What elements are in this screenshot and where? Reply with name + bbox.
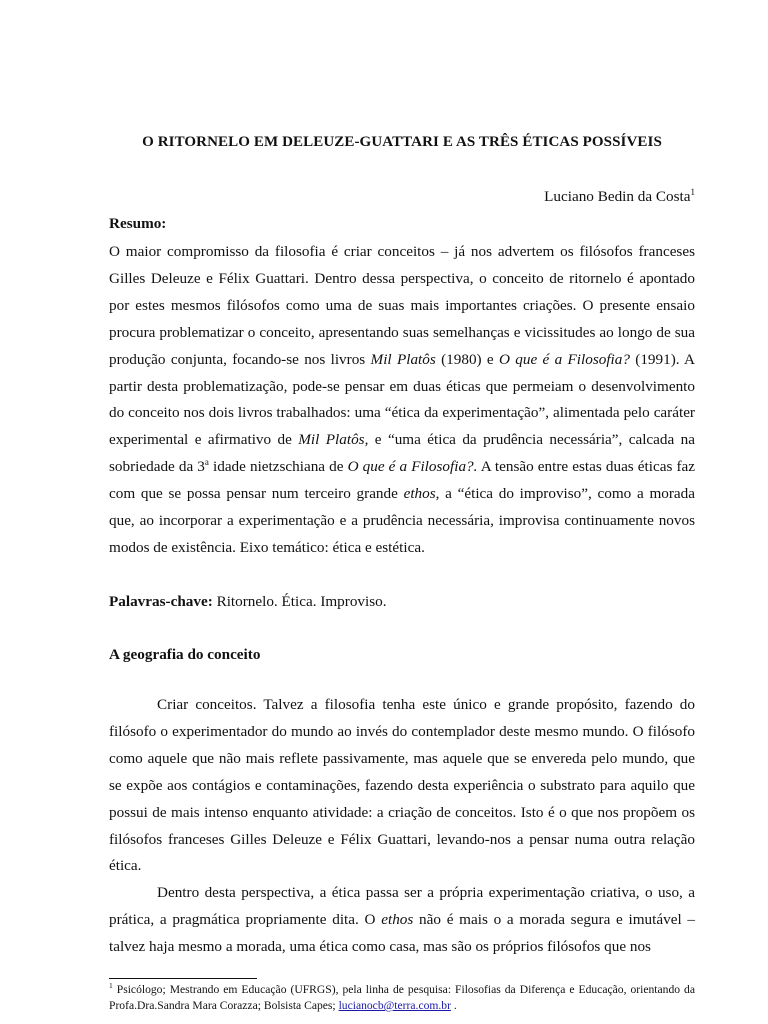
footnote-mark: 1 bbox=[109, 981, 113, 991]
footnote-divider bbox=[109, 978, 257, 979]
paper-title: O RITORNELO EM DELEUZE-GUATTARI E AS TRÊS ÉTICAS POSSÍVEIS bbox=[142, 134, 662, 150]
body-paragraph-1: Criar conceitos. Talvez a filosofia tenha este único e grande propósito, fazendo do filósofo o experimentador do mundo ao invés do contemplador deste mesmo mundo. O filósofo como aquele que não mais reflete passivamente, mas aquele que se envereda pelo mundo, que se expõe aos contágios e contaminações, fazendo desta experiência o substrato para aquilo que possui de mais intenso enquanto atividade: a criação de conceitos. Isto é o que nos propõem os filósofos franceses Gilles Deleuze e Félix Guattari, levando-nos a pensar numa outra relação ética. bbox=[109, 696, 695, 875]
footnote bbox=[109, 982, 695, 1014]
body-segment: Dentro desta perspectiva, a ética passa ser a própria experimentação criativa, o uso, a prática, a pragmática propriamente dita. O bbox=[109, 884, 695, 929]
abstract-segment: (1980) e bbox=[435, 350, 499, 368]
author-line bbox=[544, 188, 695, 206]
keywords-value: Ritornelo. Ética. Improviso. bbox=[212, 593, 387, 610]
abstract-segment: idade nietzschiana de bbox=[208, 458, 348, 476]
ethos-term: ethos bbox=[403, 485, 436, 503]
abstract-label: Resumo: bbox=[109, 215, 167, 232]
body-paragraph-2 bbox=[109, 880, 695, 961]
book-title: Mil Platôs bbox=[298, 431, 365, 449]
book-title: O que é a Filosofia?. bbox=[347, 458, 478, 476]
book-title: Mil Platôs bbox=[370, 350, 436, 368]
body-segment: não é mais o a morada segura e imutável – talvez haja mesmo a morada, uma ética como casa, mas são os próprios filósofos que nos bbox=[109, 911, 695, 956]
footnote-text: Psicólogo; Mestrando em Educação (UFRGS), pela linha de pesquisa: Filosofias da Diferença e Educação, orientando da Profa.Dra.Sandra Mara Corazza; Bolsista Capes; bbox=[109, 983, 695, 1012]
keywords-line bbox=[109, 593, 387, 611]
ordinal-mark: a bbox=[204, 457, 209, 468]
email-link[interactable]: lucianocb@terra.com.br bbox=[338, 999, 451, 1012]
abstract-segment: O maior compromisso da filosofia é criar conceitos – já nos advertem os filósofos franceses Gilles Deleuze e Félix Guattari. Dentro dessa perspectiva, o conceito de ritornelo é apontado por estes mesmos filósofos como uma de suas mais importantes criações. O presente ensaio procura problematizar o conceito, apresentando suas semelhanças e vicissitudes ao longo de sua produção conjunta, focando-se nos livros bbox=[109, 243, 695, 368]
author-name: Luciano Bedin da Costa bbox=[544, 188, 691, 205]
abstract-segment: (1991). A partir desta problematização, pode-se pensar em duas éticas que permeiam o desenvolvimento do conceito nos dois livros trabalhados: uma “ética da experimentação”, alimentada pelo caráter experimental e afirmativo de bbox=[109, 350, 696, 449]
ethos-term: ethos bbox=[381, 911, 414, 929]
abstract-segment: A tensão entre estas duas éticas faz com que se possa pensar num terceiro grande bbox=[109, 458, 696, 503]
author-footnote-mark[interactable]: 1 bbox=[690, 186, 695, 197]
body-text bbox=[109, 692, 695, 961]
abstract-segment: , a “ética do improviso”, como a morada que, ao incorporar a experimentação e a prudência necessária, improvisa continuamente novos modos de existência. Eixo temático: ética e estética. bbox=[109, 485, 695, 556]
keywords-label: Palavras-chave: bbox=[109, 593, 213, 610]
book-title: O que é a Filosofia? bbox=[498, 350, 630, 368]
section-heading: A geografia do conceito bbox=[109, 646, 261, 663]
abstract-text bbox=[109, 239, 695, 562]
footnote-tail: . bbox=[450, 999, 457, 1012]
abstract-segment: , e “uma ética da prudência necessária”, calcada na sobriedade da 3 bbox=[109, 431, 695, 476]
